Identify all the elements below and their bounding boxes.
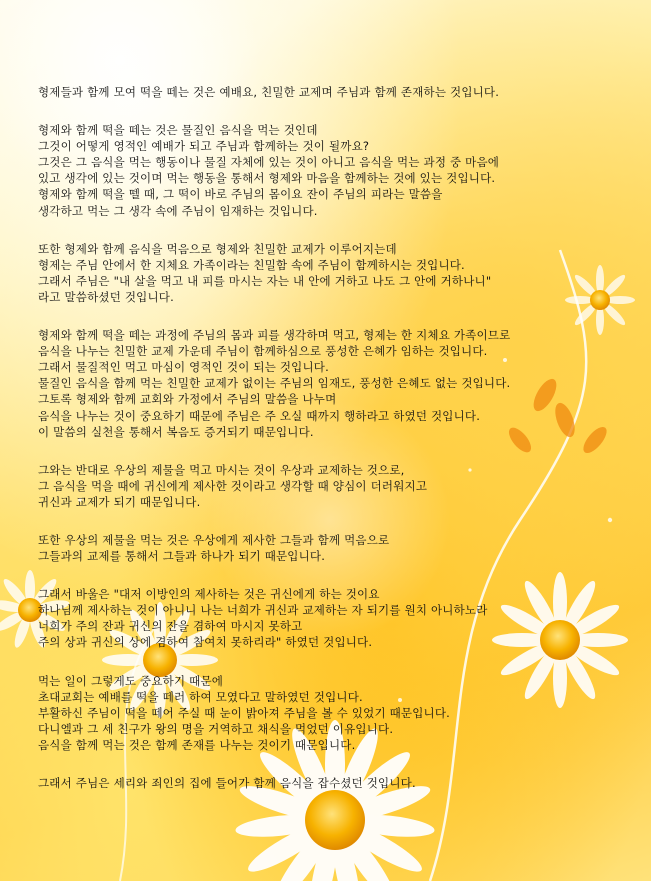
paragraph: [38, 532, 638, 564]
text-line: 귀신과 교제가 되기 때문입니다.: [38, 494, 201, 509]
paragraph: [38, 241, 638, 305]
text-line: 그래서 주님은 세리와 죄인의 집에 들어가 함께 음식을 잡수셨던 것입니다.: [38, 776, 416, 790]
text-line: 초대교회는 예배를 떡을 떼러 하여 모였다고 말하였던 것입니다.: [38, 689, 363, 704]
paragraph: [38, 775, 638, 791]
text-line: 그것이 어떻게 영적인 예배가 되고 주님과 함께하는 것이 될까요?: [38, 139, 370, 154]
text-line: 생각하고 먹는 그 생각 속에 주님이 임재하는 것입니다.: [38, 203, 318, 218]
text-line: 그와는 반대로 우상의 제물을 먹고 마시는 것이 우상과 교제하는 것으로,: [38, 462, 405, 477]
paragraph: [38, 586, 638, 650]
paragraph: [38, 673, 638, 753]
paragraph: [38, 84, 638, 100]
text-line: 이 말씀의 실천을 통해서 복음도 증거되기 때문입니다.: [38, 424, 314, 439]
text-line: 그래서 주님은 "내 살을 먹고 내 피를 마시는 자는 내 안에 거하고 나도 그 안에 거하나니": [38, 273, 492, 288]
text-line: 그래서 물질적인 먹고 마심이 영적인 것이 되는 것입니다.: [38, 360, 329, 375]
text-line: 그것은 그 음식을 먹는 행동이나 물질 자체에 있는 것이 아니고 음식을 먹는 과정 중 마음에: [38, 155, 500, 170]
text-line: 음식을 나누는 친밀한 교제 가운데 주님이 함께하심으로 풍성한 은혜가 임하는 것입니다.: [38, 344, 488, 359]
text-line: 하나님께 제사하는 것이 아니니 나는 너희가 귀신과 교제하는 자 되기를 원치 아니하노라: [38, 603, 488, 618]
text-line: 그래서 바울은 "대저 이방인의 제사하는 것은 귀신에게 하는 것이요: [38, 587, 380, 602]
text-line: 너희가 주의 잔과 귀신의 잔을 겸하여 마시지 못하고: [38, 619, 303, 634]
paragraph: [38, 122, 638, 219]
paragraph: [38, 327, 638, 440]
text-line: 먹는 일이 그렇게도 중요하기 때문에: [38, 673, 224, 688]
text-line: 부활하신 주님이 떡을 떼어 주실 때 눈이 밝아져 주님을 볼 수 있었기 때문입니다.: [38, 705, 451, 720]
text-line: 물질인 음식을 함께 먹는 친밀한 교제가 없이는 주님의 임재도, 풍성한 은혜도 없는 것입니다.: [38, 376, 511, 391]
text-line: 형제들과 함께 모여 떡을 떼는 것은 예배요, 친밀한 교제며 주님과 함께 존재하는 것입니다.: [38, 85, 500, 99]
text-line: 그들과의 교제를 통해서 그들과 하나가 되기 때문입니다.: [38, 549, 326, 564]
text-line: 형제와 함께 떡을 떼는 과정에 주님의 몸과 피를 생각하며 먹고, 형제는 한 지체요 가족이므로: [38, 328, 511, 343]
text-line: 형제와 함께 떡을 뗄 때, 그 떡이 바로 주님의 몸이요 잔이 주님의 피라는 말씀을: [38, 187, 443, 202]
article-body: [38, 84, 638, 813]
text-line: 형제와 함께 떡을 떼는 것은 물질인 음식을 먹는 것인데: [38, 123, 318, 138]
text-line: 또한 형제와 함께 음식을 먹음으로 형제와 친밀한 교제가 이루어지는데: [38, 241, 397, 256]
text-line: 음식을 나누는 것이 중요하기 때문에 주님은 주 오실 때까지 행하라고 하였던 것입니다.: [38, 408, 481, 423]
text-line: 형제는 주님 안에서 한 지체요 가족이라는 친밀함 속에 주님이 함께하시는 것입니다.: [38, 257, 465, 272]
paragraph: [38, 462, 638, 510]
text-line: 있고 생각에 있는 것이며 먹는 행동을 통해서 형제와 마음을 함께하는 것에 있는 것입니다.: [38, 171, 496, 186]
text-line: 다니엘과 그 세 친구가 왕의 명을 거역하고 채식을 먹었던 이유입니다.: [38, 721, 394, 736]
text-line: 그토록 형제와 함께 교회와 가정에서 주님의 말씀을 나누며: [38, 392, 337, 407]
text-line: 또한 우상의 제물을 먹는 것은 우상에게 제사한 그들과 함께 먹음으로: [38, 532, 390, 547]
text-line: 음식을 함께 먹는 것은 함께 존재를 나누는 것이기 때문입니다.: [38, 737, 356, 752]
text-line: 라고 말씀하셨던 것입니다.: [38, 289, 174, 304]
text-line: 그 음식을 먹을 때에 귀신에게 제사한 것이라고 생각할 때 양심이 더러워지고: [38, 478, 428, 493]
text-line: 주의 상과 귀신의 상에 겸하여 참여치 못하리라" 하였던 것입니다.: [38, 635, 373, 650]
